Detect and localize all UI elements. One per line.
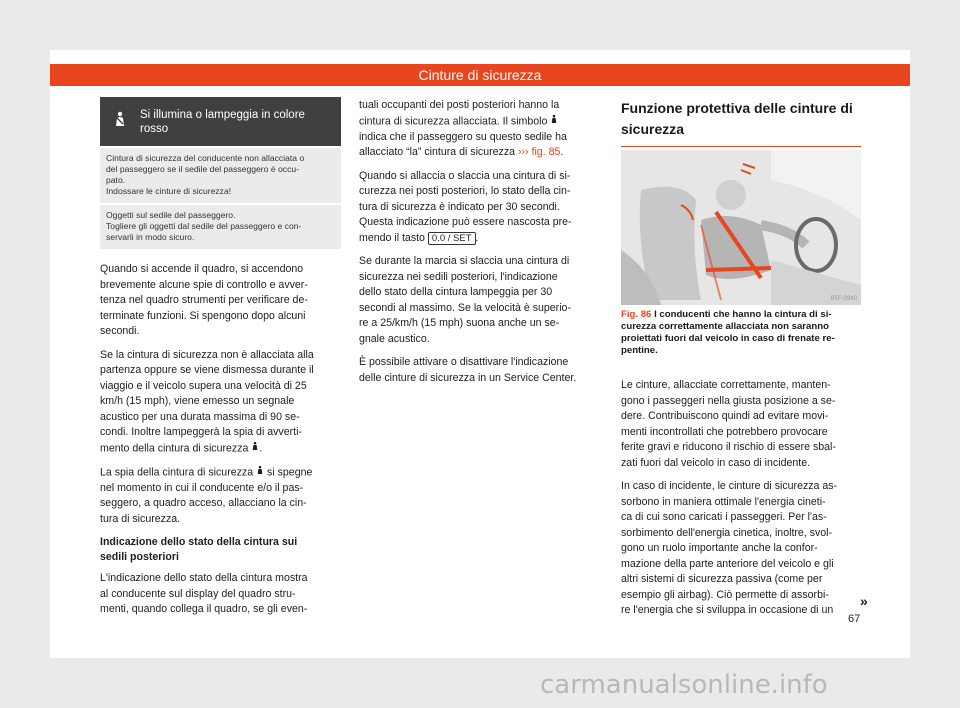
set-key-label: 0.0 / SET (428, 232, 476, 245)
page-header: Cinture di sicurezza (50, 64, 910, 86)
seatbelt-icon (256, 465, 264, 481)
paragraph: Se durante la marcia si slaccia una cintura di sicurezza nei sedili posteriori, l'indicazione dello stato della cintura lampeggia per 30 secondi al massimo. Se la velocità è superio- re a 25/km/h (15 mph) suona anche un se- gnale acustico. (359, 255, 571, 345)
paragraph: Quando si allaccia o slaccia una cintura di si- curezza nei posti posteriori, lo stato della cin- tura di sicurezza è indicato per 30 secondi. Questa indicazione può essere nascosta pre- mendo il tasto 0.0 / SET . (359, 169, 572, 244)
paragraph: La spia della cintura di sicurezza si spegne nel momento in cui il conducente e/o il pas- seggero, a quadro acceso, allacciano la cin- tura di sicurezza. (100, 466, 313, 525)
paragraph: Se la cintura di sicurezza non è allacciata alla partenza oppure se viene dismessa durante il viaggio e il veicolo supera una velocità di 25 km/h (15 mph), viene emesso un segnale acustico per una durata massima di 90 se- condi. Inoltre lampeggerà la spia di avverti- mento della cintura di sicurezza . (100, 348, 314, 455)
continue-marker: » (860, 593, 868, 609)
figure-code: B5F-0940 (830, 296, 857, 302)
paragraph: Quando si accende il quadro, si accendono brevemente alcune spie di controllo e avver- tenza nel quadro strumenti per verificare de- terminate funzioni. Si spengono dopo alcuni secondi. (100, 263, 308, 337)
figure-reference-link[interactable]: ››› fig. 85 (517, 146, 561, 159)
section-title: Funzione protettiva delle cinture di sicurezza (621, 98, 861, 147)
paragraph: L'indicazione dello stato della cintura mostra al conducente sul display del quadro stru- menti, quando collega il quadro, se gli even- (100, 572, 308, 616)
warning-table-header (100, 97, 341, 146)
paragraph: tuali occupanti dei posti posteriori hanno la cintura di sicurezza allacciata. Il simbolo indica che il passeggero su questo sedile ha allacciato “la” cintura di sicurezza ››› fig. 85. (359, 99, 567, 159)
seatbelt-icon (550, 114, 558, 130)
paragraph: Le cinture, allacciate correttamente, manten- gono i passeggeri nella giusta posizione a se- dere. Contribuiscono quindi ad evitare movi- menti incontrollati che potrebbero provocare ferite gravi e riducono il rischio di essere sbal- zati fuori dal veicolo in caso di incidente. (621, 379, 836, 469)
paragraph: È possibile attivare o disattivare l'indicazione delle cinture di sicurezza in un Service Center. (359, 356, 577, 384)
subheading: Indicazione dello stato della cintura sui sedili posteriori (100, 536, 298, 564)
paragraph: In caso di incidente, le cinture di sicurezza as- sorbono in maniera ottimale l'energia cineti- ca di cui sono caricati i passeggeri. Per l'as- sorbimento dell'energia cinetica, inoltre, svol- gono un ruolo importante anche la confor- mazione della parte anteriore del veicolo e gli altri sistemi di sicurezza passiva (come per esempio gli airbag). Ciò permette di assorbi- re l'energia che si sviluppa in occasione di un (621, 480, 838, 616)
column-1 (100, 262, 345, 626)
seatbelt-icon (251, 441, 259, 457)
seatbelt-icon (100, 111, 140, 132)
column-2 (359, 98, 604, 394)
figure-number: Fig. 86 (621, 309, 652, 320)
warning-row-2: Oggetti sul sedile del passeggero. Togliere gli oggetti dal sedile del passeggero e con- servarli in modo sicuro. (100, 203, 341, 249)
driver-seatbelt-illustration (621, 150, 861, 305)
figure-illustration (621, 150, 861, 305)
figure-caption: Fig. 86 I conducenti che hanno la cintura di si- curezza correttamente allacciata non saranno proiettati fuori dal veicolo in caso di frenate re- pentine. (621, 309, 835, 356)
page-number: 67 (848, 613, 861, 625)
watermark: carmanualsonline.info (540, 670, 828, 700)
column-3 (621, 378, 866, 627)
warning-table (100, 97, 341, 249)
warning-row-1: Cintura di sicurezza del conducente non allacciata o del passeggero se il sedile del passeggero è occu- pato. Indossare le cinture di sicurezza! (100, 146, 341, 203)
warning-heading: Si illumina o lampeggia in colore rosso (140, 108, 305, 135)
